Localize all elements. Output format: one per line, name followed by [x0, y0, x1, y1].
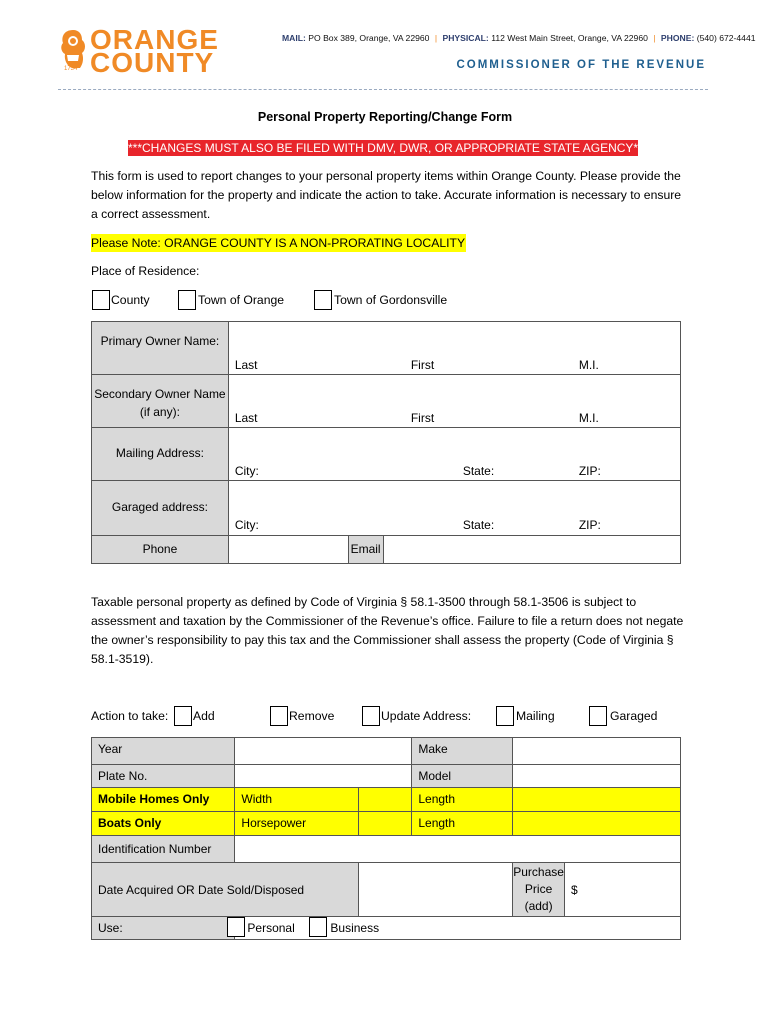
email-label: Email: [348, 536, 383, 564]
use-options: [235, 917, 681, 940]
business-label: Business: [330, 921, 380, 935]
legal-paragraph: Taxable personal property as defined by Code of Virginia § 58.1-3500 through 58.1-3506 is subject to assessment and taxation by the Commissioner of the Revenue’s office. Failure to file a return does not negate the owner’s responsibility to pay this tax and the Commissioner shall assess the property (Code of Virginia § 58.1-3519).: [91, 595, 684, 666]
secondary-owner-row: [92, 375, 681, 428]
email-field[interactable]: [383, 536, 680, 564]
plate-label: Plate No.: [92, 765, 235, 788]
identification-field[interactable]: [235, 836, 681, 863]
remove-checkbox[interactable]: [270, 706, 288, 726]
mailing-address-field[interactable]: City: State: ZIP:: [228, 428, 680, 481]
secondary-owner-label: Secondary Owner Name (if any):: [92, 375, 229, 428]
non-prorating-note: Please Note: ORANGE COUNTY IS A NON-PRORATING LOCALITY: [91, 236, 466, 250]
primary-owner-row: [92, 322, 681, 375]
identification-label: Identification Number: [92, 836, 235, 863]
logo-text-county: COUNTY: [90, 47, 215, 78]
garaged-address-row: [92, 481, 681, 536]
phone-email-row: [92, 536, 681, 564]
year-field[interactable]: [235, 738, 412, 765]
primary-owner-label: Primary Owner Name:: [92, 322, 229, 375]
contact-line: MAIL: PO Box 389, Orange, VA 22960 | PHYSICAL: 112 West Main Street, Orange, VA 22960 | PHONE: (540) 672-4441: [282, 33, 756, 43]
use-label: Use:: [92, 917, 235, 940]
header-divider: [58, 89, 708, 90]
logo-text-orange: ORANGE: [90, 24, 219, 55]
width-field[interactable]: [359, 788, 412, 812]
add-checkbox[interactable]: [174, 706, 192, 726]
secondary-owner-field[interactable]: Last First M.I.: [228, 375, 680, 428]
intro-paragraph: This form is used to report changes to your personal property items within Orange County. Please provide the below information for the property and indicate the action to take. Accurate information is necessary to ensure a correct assessment.: [91, 169, 682, 221]
garaged-address-label: Garaged address:: [92, 481, 229, 536]
year-label: Year: [92, 738, 235, 765]
county-logo: [58, 26, 218, 76]
model-field[interactable]: [513, 765, 681, 788]
logo-year: 1734: [64, 66, 78, 72]
county-checkbox[interactable]: [92, 290, 110, 310]
town-of-orange-label: Town of Orange: [198, 293, 285, 307]
horsepower-label: Horsepower: [235, 812, 359, 836]
update-address-label: Update Address:: [381, 709, 472, 723]
mailing-label: Mailing: [516, 709, 555, 723]
town-of-gordonsville-label: Town of Gordonsville: [334, 293, 448, 307]
remove-label: Remove: [289, 709, 335, 723]
warning-banner: ***CHANGES MUST ALSO BE FILED WITH DMV, DWR, OR APPROPRIATE STATE AGENCY***: [128, 141, 648, 155]
office-name: COMMISSIONER OF THE REVENUE: [456, 59, 706, 71]
town-of-orange-checkbox[interactable]: [178, 290, 196, 310]
plate-field[interactable]: [235, 765, 412, 788]
action-label: Action to take:: [91, 709, 169, 723]
phone-label: Phone: [92, 536, 229, 564]
purchase-price-label: Purchase Price (add): [513, 863, 565, 917]
horsepower-field[interactable]: [359, 812, 412, 836]
boats-label: Boats Only: [92, 812, 235, 836]
owner-info-table: [91, 321, 681, 564]
add-label: Add: [193, 709, 215, 723]
property-table: [91, 737, 681, 940]
form-title: Personal Property Reporting/Change Form: [257, 110, 513, 124]
garaged-address-field[interactable]: City: State: ZIP:: [228, 481, 680, 536]
garaged-checkbox[interactable]: [589, 706, 607, 726]
model-label: Model: [412, 765, 513, 788]
width-label: Width: [235, 788, 359, 812]
county-option-label: County: [111, 293, 150, 307]
town-of-gordonsville-checkbox[interactable]: [314, 290, 332, 310]
length-label: Length: [412, 788, 513, 812]
phone-field[interactable]: [228, 536, 348, 564]
personal-checkbox[interactable]: [227, 917, 245, 937]
personal-label: Personal: [247, 921, 295, 935]
date-acquired-field[interactable]: [359, 863, 513, 917]
boat-length-label: Length: [412, 812, 513, 836]
primary-owner-field[interactable]: Last First M.I.: [228, 322, 680, 375]
date-acquired-label: Date Acquired OR Date Sold/Disposed: [92, 863, 359, 917]
length-field[interactable]: [513, 788, 681, 812]
boat-length-field[interactable]: [513, 812, 681, 836]
business-checkbox[interactable]: [309, 917, 327, 937]
residence-label: Place of Residence:: [91, 264, 200, 278]
make-label: Make: [412, 738, 513, 765]
mobile-homes-label: Mobile Homes Only: [92, 788, 235, 812]
update-address-checkbox[interactable]: [362, 706, 380, 726]
mailing-checkbox[interactable]: [496, 706, 514, 726]
mailing-address-label: Mailing Address:: [92, 428, 229, 481]
garaged-label: Garaged: [610, 709, 658, 723]
make-field[interactable]: [513, 738, 681, 765]
purchase-price-field[interactable]: $: [564, 863, 680, 917]
mailing-address-row: [92, 428, 681, 481]
